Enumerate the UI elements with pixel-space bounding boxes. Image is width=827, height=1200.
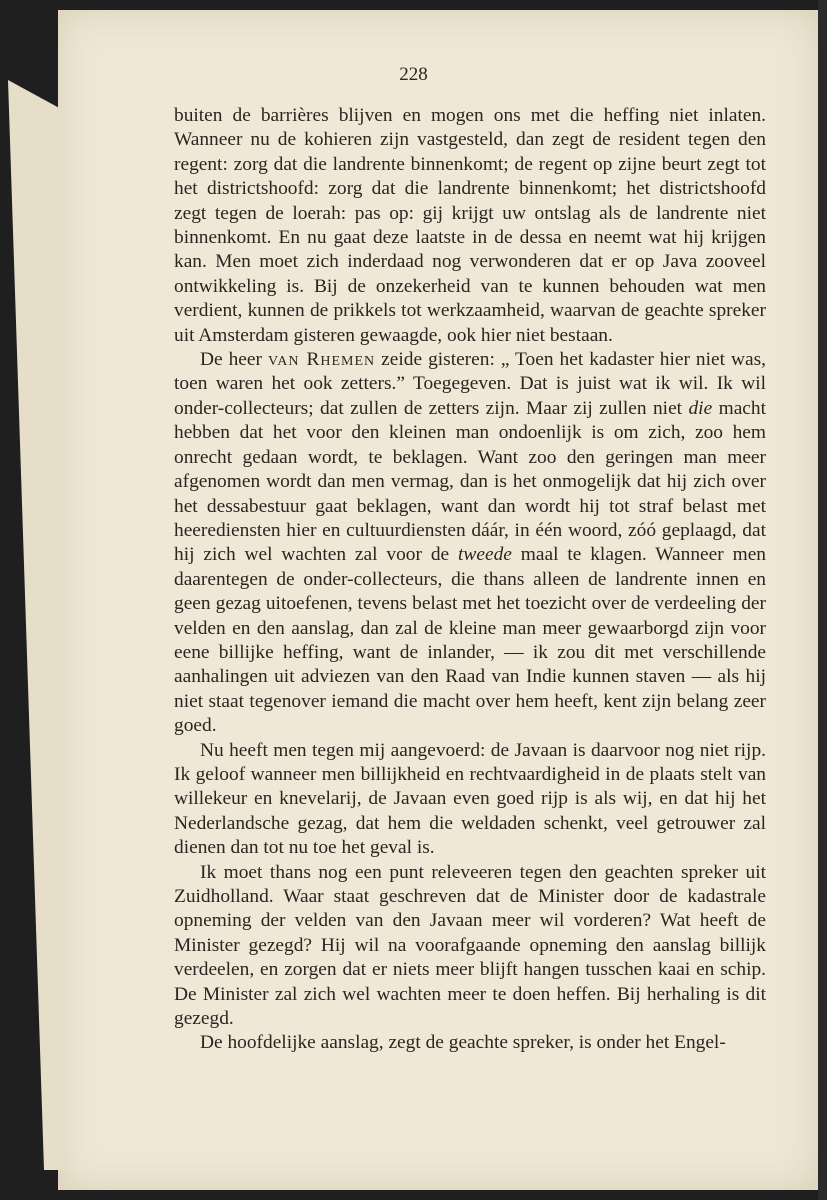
paragraph-3: Nu heeft men tegen mij aangevoerd: de Javaan is daarvoor nog niet rijp. Ik geloof wanneer men billijkheid en rechtvaardigheid in de plaats stelt van willekeur en knevelarij, de Javaan even goed rijp is als wij, en dat hij het Nederlandsche gezag, dat hem die weldaden schenkt, veel getrouwer zal dienen dan tot nu toe het geval is. xyxy=(174,739,766,859)
emphasis: tweede xyxy=(458,544,512,566)
paragraph-5: De hoofdelijke aanslag, zegt de geachte spreker, is onder het Engel- xyxy=(200,1032,726,1054)
page-edge xyxy=(818,0,827,1200)
page-number: 228 xyxy=(399,64,428,85)
page-fold xyxy=(8,80,68,1170)
paragraph-4: Ik moet thans nog een punt releveeren tegen den geachten spreker uit Zuidholland. Waar staat geschreven dat de Minister door de kadastrale opneming der velden van den Javaan meer wil vorderen? Wat heeft de Minister gezegd? Hij wil na voorafgaande opneming den aanslag billijk verdeelen, en zorgen dat er niets meer blijft hangen tusschen kaai en schip. De Minister zal zich wel wachten meer te doen heffen. Bij herhaling is dit gezegd. xyxy=(174,861,766,1030)
emphasis: die xyxy=(688,397,713,419)
text-run: macht hebben dat het voor den kleinen man ondoenlijk is om zich, zoo hem onrecht gedaan wordt, te beklagen. Want zoo den geringen man meer afgenomen wordt dan men vermag, dan is het onmogelijk dat hij zich over het dessabestuur gaat beklagen, want dan wordt hij tot straf belast met heerediensten hier en cultuurdiensten dáár, in één woord, zóó geplaagd, dat hij zich wel wachten zal voor de xyxy=(174,397,766,566)
speaker-name: van Rhemen xyxy=(267,349,376,371)
text-run: De heer xyxy=(200,349,268,371)
body-text xyxy=(174,104,766,1056)
text-run: zeide gisteren: „ Toen het kadaster hier niet was, toen waren het ook zetters.” Toegegeven. Dat is juist wat ik wil. Ik wil onder-collecteurs; dat zullen de zetters zijn. Maar zij zullen niet xyxy=(174,349,767,419)
paragraph-2 xyxy=(174,348,766,739)
text-run: maal te klagen. Wanneer men daarentegen de onder-collecteurs, die thans alleen de landrente innen en geen gezag uitoefenen, tevens belast met het toezicht over de verdeeling der velden en den aanslag, dan zal de kleine man meer gewaarborgd zijn voor eene billijke heffing, want de inlander, — ik zou dit met verschillende aanhalingen uit adviezen van den Raad van Indie kunnen staven — als hij niet staat tegenover iemand die macht over hem heeft, kent zijn belang zeer goed. xyxy=(174,544,766,737)
paragraph-1: buiten de barrières blijven en mogen ons met die heffing niet inlaten. Wanneer nu de kohieren zijn vastgesteld, dan zegt de resident tegen den regent: zorg dat die landrente binnenkomt; de regent op zijne beurt zegt tot het districtshoofd: zorg dat die landrente binnenkomt; het districtshoofd zegt tegen de loerah: pas op: gij krijgt uw ontslag als de landrente niet binnenkomt. En nu gaat deze laatste in de dessa en neemt wat hij krijgen kan. Men moet zich inderdaad nog verwonderen dat er op Java zooveel ontwikkeling is. Bij de onzekerheid van te kunnen behouden wat men verdient, kunnen de prikkels tot werkzaamheid, waarvan de geachte spreker uit Amsterdam gisteren gewaagde, ook hier niet bestaan. xyxy=(174,105,766,346)
